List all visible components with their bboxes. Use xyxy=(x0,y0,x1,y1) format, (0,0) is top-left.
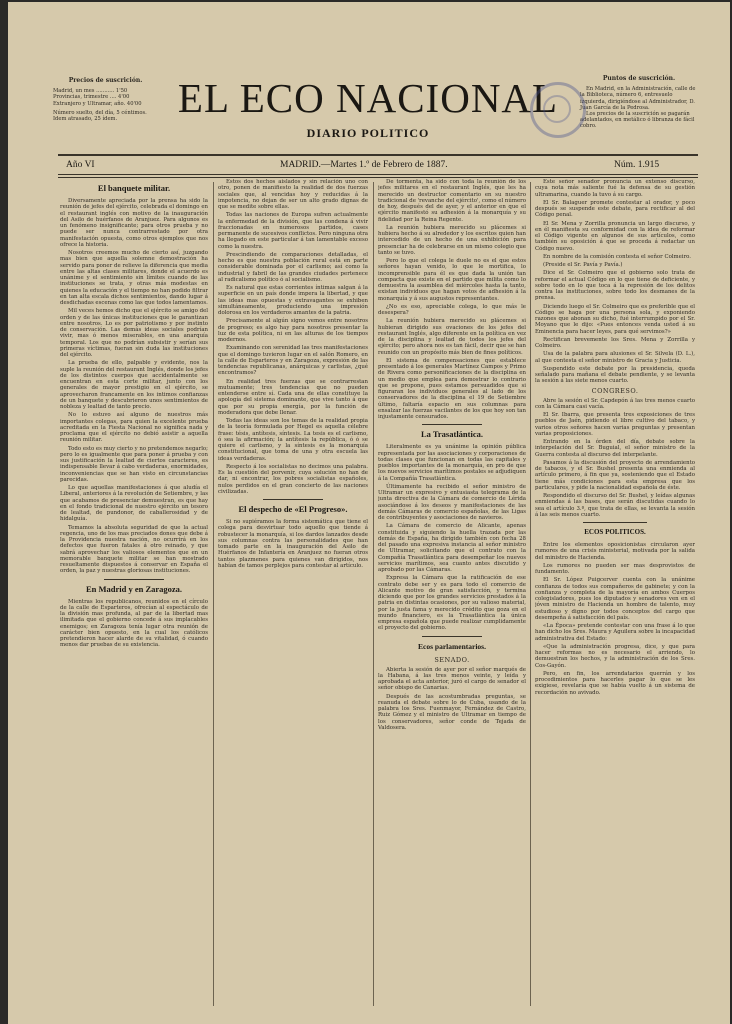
article-paragraph: Precisamente al algún signo vemos entre nosotros de progreso; es algo hay para nosotros presentar la luz de esta política, ni en las alturas de los tiempos modernos. xyxy=(218,318,368,343)
article-separator xyxy=(583,522,647,523)
column-rule xyxy=(213,182,214,1006)
article-paragraph: Prescindiendo de comparaciones detalladas, el hecho es que nuestra población rural está en parte considerable dominada por el carlismo; así como la industrial y fabril de las grandes ciudades pertenece al radicalismo político ó al socialismo. xyxy=(218,251,368,283)
article-paragraph: Suspendido este debate por la presidencia, queda señalado para mañana el debate pendiente, y se levanta la sesión á las siete menos cuarto. xyxy=(535,365,695,385)
article-paragraph: En nombre de la comisión contesta el señor Colmeiro. xyxy=(543,253,692,260)
prices-line: Idem atrasado, 25 ídem. xyxy=(53,116,118,123)
section-subtitle: SENADO. xyxy=(434,655,470,664)
article-paragraph: Temamos la absoluta seguridad de que la actual regencia, uno de los mas preciados dones que debe á la Providencia nuestra nación, no ocurrirá en los defectos que fueron fatales á otro reinado, y que sabrá aprovechar los valiosos elementos que en un memorable banquete militar se han mostrado resueltamente dispuestos á conservar en España el orden, la paz y nuestras gloriosas instituciones. xyxy=(60,524,208,575)
article-paragraph: «La Época» pretende contestar con una frase á lo que han dicho los Sres. Maura y Aguilera sobre la incapacidad administrativa del Estado: xyxy=(535,623,695,642)
issue-number: Núm. 1.915 xyxy=(614,160,660,170)
article-paragraph: Mientras los republicanos, reunidos en el círculo de la calle de Esparteros, ofrecían al espectáculo de la división mas profunda, al par de la libertad mas ilimitada que el gobierno concede á sus implacables enemigos; en Zaragoza tenía lugar otra reunión de carácter bien opuesto, en la cual los católicos pretendieron hacer alarde de su vitalidad, ó cuando menos dar pruebas de su existencia. xyxy=(60,598,208,649)
article-paragraph: Los rumores no pueden ser mas desprovistos de fundamento. xyxy=(535,562,695,575)
article-paragraph: Expresa la Cámara que la ratificación de ese contrato debe ser y es para todo el comercio de Alicante motivo de gran satisfacción, y termina diciendo que por los grandes servicios prestados á la patria en distintas ocasiones, por su valioso material, por la justa fama y merecido crédito que goza en el mundo financiero, es la Trasatlántica la única empresa española que puede realizar cumplidamente el proyecto del gobierno. xyxy=(378,575,526,632)
article-paragraph: La prueba de ello, palpable y evidente, nos la suple la reunión del restaurant Inglés, donde los jefes de los distintos cuerpos que accidentalmente se encuentran en esta corte militar, junto con los generales de mayor prestigio en el ejército, se aprovecharon francamente en los intimos confianzas de un banquete y descubrieron unos sentimientos de nobleza y lealtad de tanto precio. xyxy=(60,360,208,410)
article-paragraph: Lo que aquellas manifestaciones á que aludía el Liberal, anteriores á la revolución de Setiembre, y las que acabamos de presenciar demuestran, es que hay en el fondo tradicional de nuestro ejército un tesoro de lealtad, de pundonor, de caballerosidad y de hidalguía. xyxy=(60,485,208,523)
article-paragraph: No lo estuvo así alguno de nuestros más importantes colegas, para quien la excelente prueba acreditada en la Fiesta Nacional no significa nada y proclama que el ejército no debió asistir a aquella reunión militar. xyxy=(60,412,208,444)
year-label: Año VI xyxy=(66,160,95,170)
article-paragraph: La reunión hubiera merecido su plácemes si hubiera hecho á su alrededor y los escritos quien han intercedido de un hecho de una exhibición para presenciar ha de celebrarse en un mismo colegio que tanto se tuvo. xyxy=(378,224,526,256)
header-rule-bottom xyxy=(58,174,698,175)
article-paragraph: Es natural que estas corrientes íntimas salgan á la superficie en un país donde impera la libertad, y que las ideas mas opuestas y extravagantes se exhiben simultáneamente, produciendo una impresión dolorosa en los verdaderos amantes de la patria. xyxy=(218,285,368,316)
prices-title: Precios de suscrición. xyxy=(68,77,143,84)
article-title: Ecos parlamentarios. xyxy=(418,641,486,651)
article-paragraph: La Cámara de comercio de Alicante, apenas constituida y siguiendo la huella trazada por las demás de España, ha dirigido también con fecha 28 del pasado una expresiva instancia al señor ministro de Ultramar, solicitando que el contrato con la Compañía Trasatlántica para desempeñar los nuevos servicios marítimos, sea cuanto antes discutido y aprobado por las Cámaras. xyxy=(378,523,526,573)
article-paragraph: (Preside el Sr. Pavía y Pavía.) xyxy=(543,262,623,268)
article-paragraph: En realidad tres fuerzas que se contrarrestan mutuamente; tres tendencias que no pueden entenderse entre sí. Cada una de ellas constituye la apología del sistema dominante, que vive tanto á que que por su propia energía, por la función de moderadora que debe llenar. xyxy=(218,378,368,416)
article-paragraph: Examinando con serenidad las tres manifestaciones que el domingo tuvieron lugar en el salón Romero, en la calle de Esparteros y en Zaragoza, expresión de las tendencias republicanas, anárquicas y carlistas, ¿qué encontramos? xyxy=(218,345,368,377)
prices-line: Número suelto, del día, 5 céntimos. xyxy=(53,109,147,116)
article-paragraph: Diversamente apreciada por la prensa ha sido la reunión de jefes del ejército, celebrada el domingo en el restaurant inglés con motivo de la inauguración del Asilo de huérfanos de Aranjuez. Para algunos es un fenómeno insignificante; para otros prueba y no puede ser nunca contrarrestado por otra manifestación opuesta, como otros ejemplos que nos ofrece la historia. xyxy=(60,198,208,248)
masthead-subtitle: DIARIO POLITICO xyxy=(306,126,430,140)
article-paragraph: Todas las naciones de Europa sufren actualmente la enfermedad de la división, que las condena á vivir fraccionadas en numerosos partidos, cases permanente de sucesivos conflictos. Pero ninguna otra ha llegado en este particular á tan lamentable exceso como la nuestra. xyxy=(218,212,368,250)
column-4 xyxy=(535,179,695,1010)
article-paragraph: Rectifican brevemente los Sres. Mena y Zorrilla y Colmeiro. xyxy=(535,336,695,349)
article-paragraph: El Sr. Mena y Zorrilla pronuncia un largo discurso, y en él manifiesta su conformidad con la idea de reformar el Código vigente en algunos de sus artículos, como también su oposición á que se proceda á redactar un Código nuevo. xyxy=(535,220,695,252)
column-3 xyxy=(378,179,526,1010)
section-subtitle: CONGRESO. xyxy=(591,386,639,395)
article-paragraph: El Sr. López Puigcerver cuenta con la unánime confianza de todos sus compañeros de gabinete; y con la confianza y completa de la mayoría en ambos Cuerpos colegisladores, pues los diputados y senadores ven en el jóven ministro de Hacienda un hombre de talento, muy estudioso y digno por todos conceptos del cargo que desempeña á satisfacción del país. xyxy=(535,577,695,621)
subscription-prices xyxy=(53,78,158,122)
column-rule xyxy=(530,182,531,1006)
article-paragraph: Este señor senador pronuncia un extenso discurso, cuya nota más saliente fué la defensa de su gestión ultramarina, cuando la tuvo á su cargo. xyxy=(535,179,695,198)
points-line: Los precios de la suscrición se pagarán adelantados, en metálico ó libranza de fácil cobro. xyxy=(580,111,695,130)
header-rule-top xyxy=(58,154,698,156)
prices-line: Madrid, un mes ........... 1'50 xyxy=(53,88,128,95)
library-stamp-icon xyxy=(530,82,586,138)
article-paragraph: Respondido el discurso del Sr. Bushel, y leídas algunas enmiendas á las bases, que serán discutidas cuando lo sea el artículo 3.º, que trata de ellas, se levanta la sesión á las seis menos cuarto. xyxy=(535,493,695,518)
column-1 xyxy=(60,179,208,1010)
article-paragraph: Si no supiéramos la forma sistemática que tiene el colega para desvirtuar todo aquello que tiende á robustecer la monarquía, si los dardos lanzados desde sus columnas contra las personalidades que han tomado parte en la inauguración del Asilo de Huérfanos de Infantería en Aranjuez no fueran otros tantos plazmenes para quienes van dirigidos, nos habían de tamos perplejos para contestar al artículo. xyxy=(218,519,368,569)
article-paragraph: Usa de la palabra para alusiones el Sr. Silvela (D. L.), al que contesta el señor ministro de Gracia y Justicia. xyxy=(535,351,695,364)
article-paragraph: Estos dos hechos aislados y sin relación uno con otro, ponen de manifiesto la realidad de dos fuerzas sociales que, al vencidas hoy y reducidas á la impotencia, no dejan de ser un alto grado dignas de que se medite sobre ellas. xyxy=(218,179,368,210)
article-paragraph: Todo esto es muy cierto y no pretendemos negarlo; pero lo es igualmente que para poner á prueba y con sus justificación la lealtad de ciertos caracteres, es indispensable llevar á cabo verdaderas, enormidades, inconveniencias que se han visto en circunstancias parecidas. xyxy=(60,445,208,483)
article-paragraph: Después de las acostumbradas preguntas, se reanuda el debate sobre lo de Cuba, usando de la palabra los Sres. Fuenmayor, Fernández de Castro, Ruiz Gómez y el ministro de Ultramar en tiempo de los conservadores, señor conde de Tejada de Valdosera. xyxy=(378,693,526,731)
article-title: El banquete militar. xyxy=(97,183,171,193)
article-paragraph: De tormenta, ha sido con toda la reunión de los jefes militares en el restaurant Inglés, que les ha merecido un destructor comentario en su nuestro tradicional de 'revanche del ejército', como el número de hoy, después del de ayer, y el anterior en que el ejército manifestó su adhesión á la monarquía y su fidelidad por la Reina Regente. xyxy=(378,179,526,223)
article-paragraph: Diciendo luego el Sr. Colmeiro que es preferible que el Código se haga por una persona sola, y exponiendo razones que abonan su dicho, fué interrumpido por el Sr. Moyano que le dijo: «Pues entonces venda usted á su Eminencia para hacer leyes, para qué servimos?» xyxy=(535,303,695,335)
header-rule-bottom-2 xyxy=(58,177,698,178)
date-line: MADRID.—Martes 1.º de Febrero de 1887. xyxy=(280,160,448,170)
article-paragraph: El sistema de compensaciones que establece presentado á los generales Martínez Campos y Primo de Rivera como personificaciones de la disciplina en un medio que emplea para demostrar lo contrario que se propone, pues estamos persuadidos que si figuraran los individuos generales al lado de los conservadores de la disciplina el 19 de Setiembre último, faltaría espacio en sus columnas para ensalzar las fuerzas vacilantes de los que hoy son tan injustamente censurados. xyxy=(378,357,526,420)
article-paragraph: El Sr. Balaguer promete contestar al orador, y poco después se suspende este debate, para rectificar al del Código penal. xyxy=(535,199,695,219)
article-paragraph: Nosotros creemos mucho de cierto así, juzgando mas bien que aquella solemne demostración ha servido para poner de relieve la diferencia que media entre las altas clases militares, donde el acuerdo es unánime y el sentimiento sin límites cuando de las instituciones se trata, y otras más modestas en quienes la educación y el tiempo no han podido filtrar en tan alta escala dichos sentimientos, dando lugar á desdichadas escenas como las que todos lamentamos. xyxy=(60,250,208,306)
subscription-points xyxy=(580,76,698,130)
article-title: ECOS POLITICOS. xyxy=(584,528,646,536)
article-paragraph: Abierta la sesión de ayer por el señor marqués de la Habana, á las tres menos veinte, y leída y aprobada el acta anterior, juró el cargo de senador el señor obispo de Canarias. xyxy=(378,666,526,692)
masthead-title: EL ECO NACIONAL xyxy=(177,75,559,121)
article-paragraph: Abre la sesión el Sr. Capdepón á las tres menos cuarto con la Cámara casi vacía. xyxy=(535,397,695,410)
article-separator xyxy=(263,499,323,500)
article-title: La Trasatlántica. xyxy=(420,429,484,440)
article-paragraph: Dice el Sr. Colmeiro que el gobierno solo trata de reformar el actual Código en lo que tiene de deficiente, y sobre todo en lo que toca á la represión de los delitos contra las instituciones, sobre todo los desmanes de la prensa. xyxy=(535,270,695,302)
prices-line: Extranjero y Ultramar, año. 40'00 xyxy=(53,100,142,107)
article-paragraph: Entre los elementos oposicionistas circularon ayer rumores de una crisis ministerial, motivada por la salida del ministro de Hacienda. xyxy=(535,542,695,561)
article-separator xyxy=(104,579,163,580)
article-paragraph: Pero lo que el colega le duele no es el que estos señores hayan venido, lo que le mortifica, lo incomprensible para él es que dada la unión tan compacta que existe en el partido que milita como lo demuestra la asamblea del miércoles hasta la tanto, existan individuos que hagan votos de adhesión á la monarquía y á sus augustos representantes. xyxy=(378,258,526,302)
points-line: En Madrid, en la Administración, calle de la Biblioteca, número 6, entresuelo izquierda, dirigiéndose al Administrador, D. Juan García de la Pedrosa. xyxy=(580,86,696,111)
article-paragraph: Pero, en fin, los arrendatarios querrán y los procedimientos para hacerles pagar lo que se les exigiese, revelaría que se había vuelto á un sistema de recordación no avivado. xyxy=(535,670,695,696)
article-separator xyxy=(422,636,481,637)
article-paragraph: Literalmente es ya unánime la opinión pública representada por las asociaciones y corporaciones de todas clases que funcionan en todas las capitales y pueblos importantes de la monarquía, en pro de que los nuevos servicios marítimos postales se adjudiquen á la Compañía Trasatlántica. xyxy=(378,444,526,482)
article-separator xyxy=(422,424,481,425)
article-paragraph: Entrando en la órden del día, debate sobre la interpelación del Sr. Buguial, el señor ministro de la Guerra contesta al discurso del interpelante. xyxy=(535,439,695,458)
article-paragraph: El Sr. Ibarra, que presenta tres exposiciones de tres pueblos de Jaén, pidiendo el libre cultivo del tabaco, y varios otros señores hacen varias preguntas y presentan varias proposiciones. xyxy=(535,412,695,437)
article-paragraph: Todas las ideas son los temas de la realidad propia de la teoría formulada por Hegel es aquella célebre frase: tésis, antítesis, síntesis. La tesis es el carlismo, ó sea la afirmación; la antítesis la república, ó ó se quiere el carlismo, y la síntesis es la monarquía constitucional, que toma de una y otra escuela las ideas verdaderas. xyxy=(218,418,368,462)
article-paragraph: Últimamente ha recibido el señor ministro de Ultramar un expresivo y entusiasta telegrama de la junta directiva de la Cámara de comercio de Lérida asociándose á los deseos y manifestaciones de las demás Cámaras de comercio españolas, de las Ligas de contribuyentes y asociaciones de navieros. xyxy=(378,483,526,521)
column-2 xyxy=(218,179,368,1010)
article-paragraph: ¿No es eso, apreciable colega, lo que más le desespera? xyxy=(378,303,526,316)
column-rule xyxy=(373,182,374,1006)
article-paragraph: Pasamos á la discusión del proyecto de arrendamiento de tabacos, y el Sr. Bushel presenta una enmienda al artículo primero, á fin que ya, sosteniendo que el Estado tiene más condiciones para esta empresa que los particulares, y pide la nacionalidad española de éste. xyxy=(535,459,695,491)
prices-line: Provincias, trimestre .... 4'00 xyxy=(53,94,130,101)
article-title: El despecho de «El Progreso». xyxy=(238,504,348,514)
points-title: Puntos de suscrición. xyxy=(602,75,676,82)
article-paragraph: «Que la administración progresa, dice, y que para hacer reformas no es necesario el arriendo, lo demuestran los hechos, y la administración de los Sres. Cos-Gayón. xyxy=(535,643,695,669)
article-paragraph: Respecto á los socialistas no decimos una palabra. Es la cuestión del porvenir, cuya solución no han de dar, ni encontrar, los pobres socialistas españoles, nulos perdidos en el gran concierto de las naciones civilizadas. xyxy=(218,463,368,495)
article-paragraph: Mil veces hemos dicho que el ejército se amigo del orden y de las únicas instituciones que le garantizan entre nosotros. Lo es por patriotismo y por instinto de conservación. Las demás ideas sociales podrían vivir, mas ó menos miserables, en una anarquía temporal. Los que no podrían subsistir y serían sus primeras víctimas, fueran sin duda las instituciones del ejército. xyxy=(60,308,208,358)
article-paragraph: La reunión hubiera merecido su plácemes si hubieran dirigido sus ovaciones de los jefes del restaurant Inglés, algo diferente en la política en vez de la disciplina y lealtad de todos los jefes del ejército; pero ahora nos es tan fácil, decir que se han reunido con un propósito más bien de fines políticos. xyxy=(378,318,526,356)
article-title: En Madrid y en Zaragoza. xyxy=(85,583,183,594)
newspaper-page xyxy=(8,2,730,1024)
